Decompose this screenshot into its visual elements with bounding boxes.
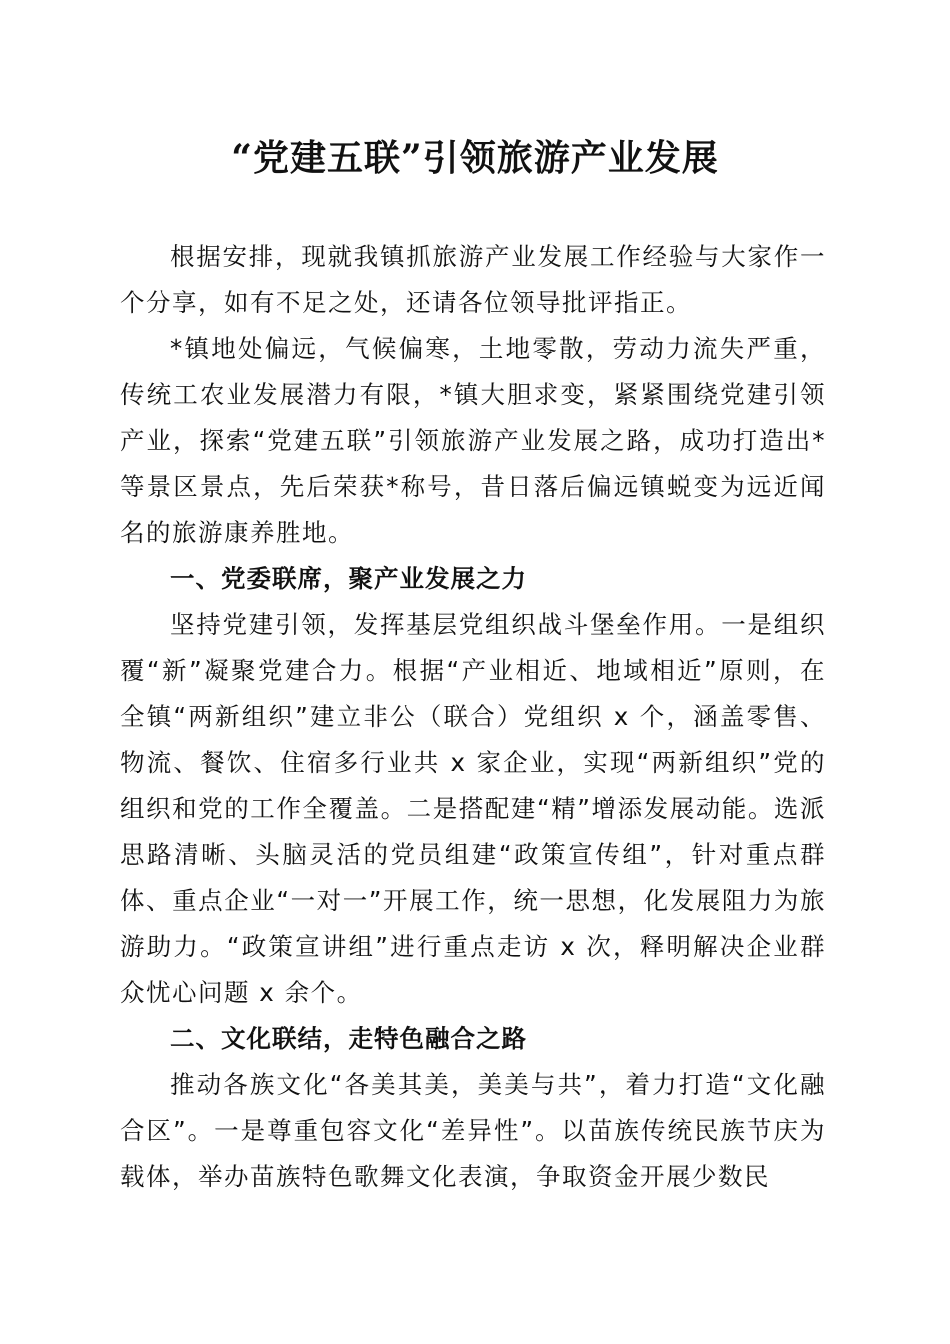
document-body — [120, 234, 826, 1200]
section-heading-2: 二、文化联结，走特色融合之路 — [170, 1024, 527, 1053]
document-title: “党建五联”引领旅游产业发展 — [231, 137, 719, 179]
intro-paragraph: 根据安排，现就我镇抓旅游产业发展工作经验与大家作一个分享，如有不足之处，还请各位领导批评指正。 — [120, 242, 826, 317]
background-paragraph: *镇地处偏远，气候偏寒，土地零散，劳动力流失严重，传统工农业发展潜力有限，*镇大胆求变，紧紧围绕党建引领产业，探索“党建五联”引领旅游产业发展之路，成功打造出*等景区景点，先后荣获*称号，昔日落后偏远镇蜕变为远近闻名的旅游康养胜地。 — [120, 334, 826, 547]
section-body-1: 坚持党建引领，发挥基层党组织战斗堡垒作用。一是组织覆“新”凝聚党建合力。根据“产业相近、地域相近”原则，在全镇“两新组织”建立非公（联合）党组织 x 个，涵盖零售、物流、餐饮、住宿多行业共 x 家企业，实现“两新组织”党的组织和党的工作全覆盖。二是搭配建“精”增添发展动能。选派思路清晰、头脑灵活的党员组建“政策宣传组”，针对重点群体、重点企业“一对一”开展工作，统一思想，化发展阻力为旅游助力。“政策宣讲组”进行重点走访 x 次，释明解决企业群众忧心问题 x 余个。 — [120, 610, 826, 1007]
section-body-2: 推动各族文化“各美其美，美美与共”，着力打造“文化融合区”。一是尊重包容文化“差异性”。以苗族传统民族节庆为载体，举办苗族特色歌舞文化表演，争取资金开展少数民 — [120, 1070, 826, 1191]
section-heading-1: 一、党委联席，聚产业发展之力 — [170, 564, 527, 593]
